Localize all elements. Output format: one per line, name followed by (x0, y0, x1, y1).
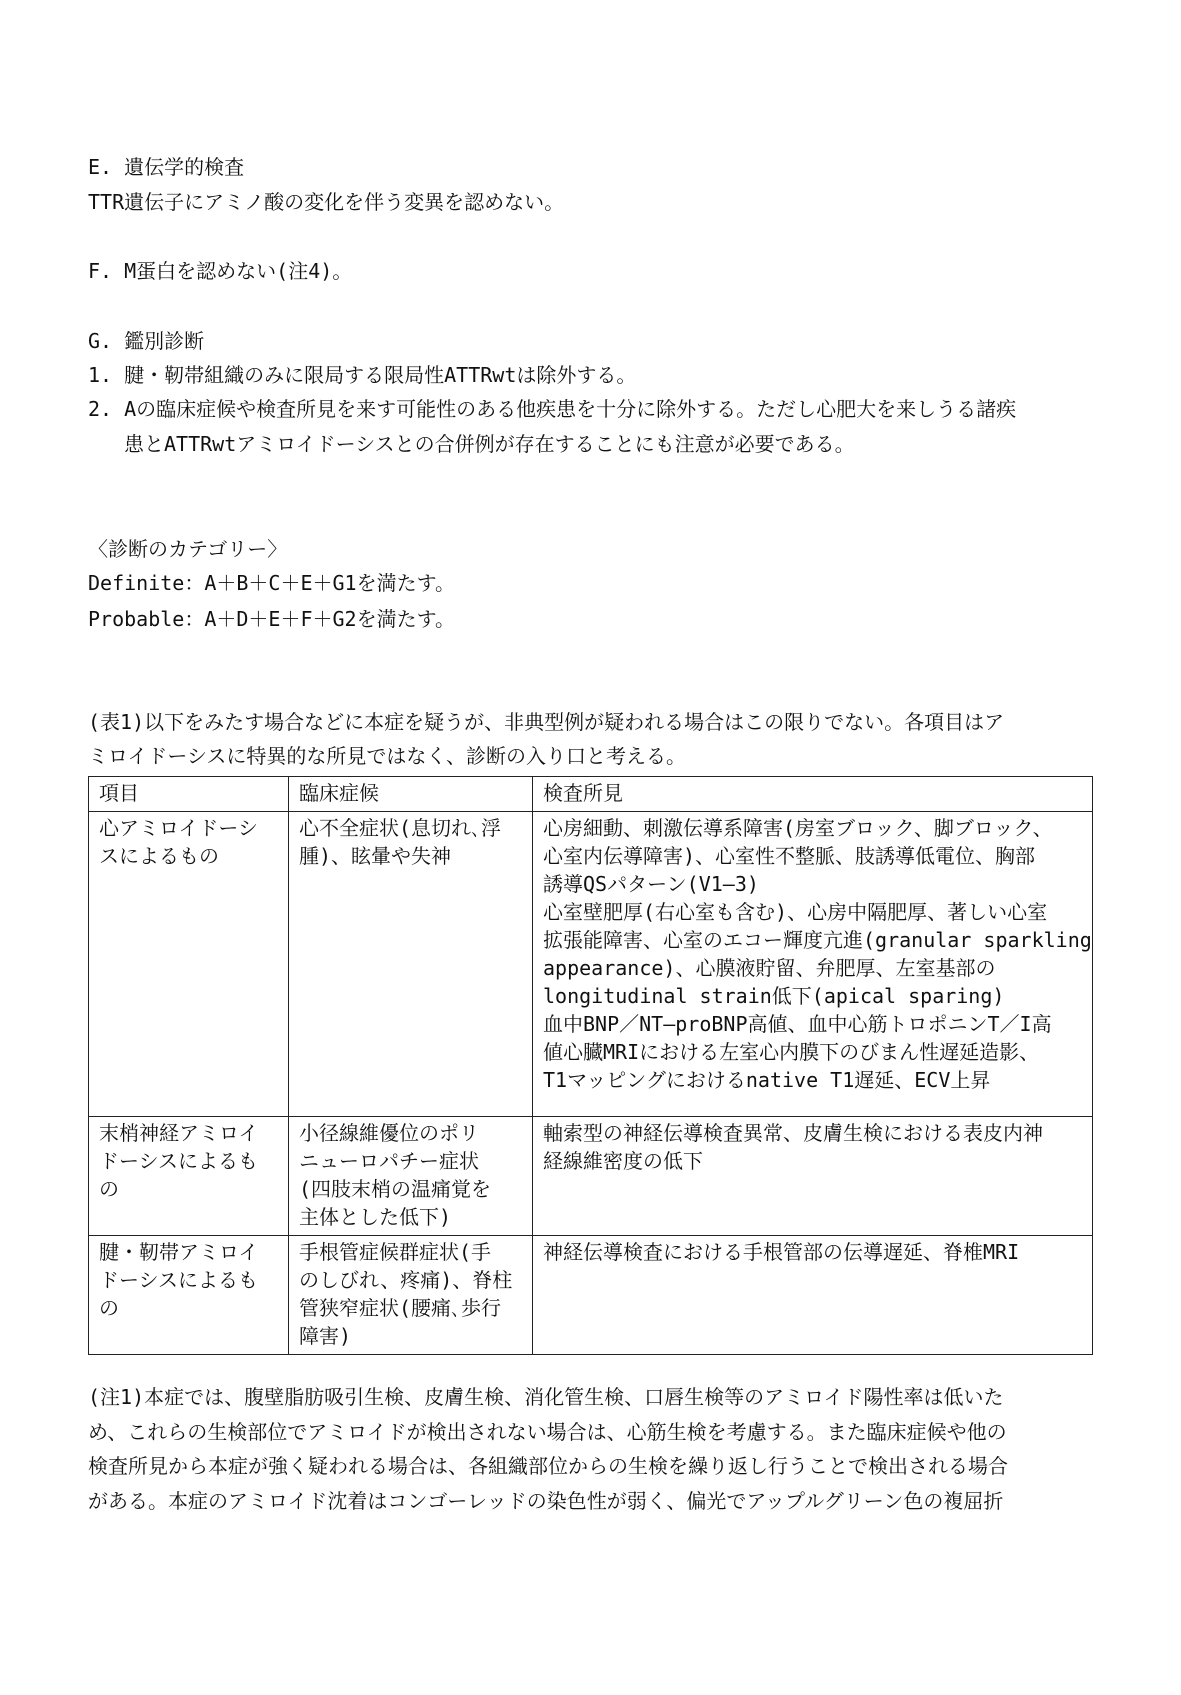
cell-line: 値心臓MRIにおける左室心内膜下のびまん性遅延造影、 (543, 1040, 1040, 1064)
section-g-heading: G. 鑑別診断 (88, 329, 205, 353)
header-symptoms: 臨床症候 (289, 777, 533, 812)
table-row (89, 1236, 1093, 1355)
table-row (89, 812, 1093, 1117)
table-intro-line-2: ミロイドーシスに特異的な所見ではなく、診断の入り口と考える。 (88, 744, 686, 768)
cell-line: 腱・靭帯アミロイ (99, 1240, 259, 1264)
cell-line: 心アミロイドーシ (99, 816, 258, 840)
category-definite: Definite：A＋B＋C＋E＋G1を満たす。 (88, 571, 455, 595)
table-intro-line-1: (表1)以下をみたす場合などに本症を疑うが、非典型例が疑われる場合はこの限りでない。各項目はア (88, 710, 1005, 734)
cell-line: longitudinal strain低下(apical sparing) (543, 984, 1005, 1008)
note-1-line: 検査所見から本症が強く疑われる場合は、各組織部位からの生検を繰り返し行うことで検出される場合 (88, 1454, 1008, 1478)
cell-line: appearance)、心膜液貯留、弁肥厚、左室基部の (543, 956, 996, 980)
cell-line: 腫)、眩暈や失神 (299, 844, 452, 868)
cell-line: 拡張能障害、心室のエコー輝度亢進(granular sparkling (543, 928, 1092, 952)
cell-line: ドーシスによるも (99, 1149, 258, 1173)
cell-line: 誘導QSパターン(V1―3) (543, 872, 759, 896)
section-g-item-2: 2. Aの臨床症候や検査所見を来す可能性のある他疾患を十分に除外する。ただし心肥大を来しうる諸疾 (88, 397, 1017, 421)
table-row (89, 1117, 1093, 1236)
cell-line: 小径線維優位のポリ (299, 1121, 479, 1145)
cell-line: ドーシスによるも (99, 1268, 258, 1292)
cell-line: 管狭窄症状(腰痛､歩行 (299, 1296, 502, 1320)
cell-line: T1マッピングにおけるnative T1遅延、ECV上昇 (543, 1068, 991, 1092)
cell-line: 神経伝導検査における手根管部の伝導遅延、脊椎MRI (543, 1240, 1020, 1264)
cell-line: 障害) (299, 1324, 352, 1348)
cell-line: の (99, 1296, 119, 1320)
cell-line: 心不全症状(息切れ､浮 (299, 816, 502, 840)
section-g-item-1: 1. 腱・靭帯組織のみに限局する限局性ATTRwtは除外する。 (88, 363, 637, 387)
category-probable: Probable：A＋D＋E＋F＋G2を満たす。 (88, 607, 455, 631)
criteria-table (88, 776, 1093, 1355)
header-findings: 検査所見 (533, 777, 1093, 812)
note-1-line: がある。本症のアミロイド沈着はコンゴーレッドの染色性が弱く、偏光でアップルグリーン色の複屈折 (88, 1489, 1004, 1513)
cell-line: 末梢神経アミロイ (99, 1121, 259, 1145)
note-1-line: め、これらの生検部位でアミロイドが検出されない場合は、心筋生検を考慮する。また臨床症候や他の (88, 1420, 1007, 1444)
cell-line: 心房細動、刺激伝導系障害(房室ブロック、脚ブロック、 (543, 816, 1053, 840)
cell-line: 心室壁肥厚(右心室も含む)、心房中隔肥厚、著しい心室 (543, 900, 1048, 924)
note-1-line: (注1)本症では、腹壁脂肪吸引生検、皮膚生検、消化管生検、口唇生検等のアミロイド陽性率は低いた (88, 1385, 1004, 1409)
cell-line: のしびれ、疼痛)、脊柱 (299, 1268, 513, 1292)
cell-line: 手根管症候群症状(手 (299, 1240, 492, 1264)
cell-line: スによるもの (99, 844, 219, 868)
category-heading: 〈診断のカテゴリー〉 (88, 537, 288, 561)
cell-line: (四肢末梢の温痛覚を (299, 1177, 492, 1201)
header-item: 項目 (89, 777, 289, 812)
section-f-text: F. M蛋白を認めない(注4)。 (88, 259, 353, 283)
section-e-text: TTR遺伝子にアミノ酸の変化を伴う変異を認めない。 (88, 190, 565, 214)
table-header-row (89, 777, 1093, 812)
cell-line: 血中BNP／NT―proBNP高値、血中心筋トロポニンT／I高 (543, 1012, 1052, 1036)
cell-line: 心室内伝導障害)、心室性不整脈、肢誘導低電位、胸部 (543, 844, 1036, 868)
cell-line: 主体とした低下) (299, 1205, 452, 1229)
section-g-item-2-cont: 患とATTRwtアミロイドーシスとの合併例が存在することにも注意が必要である。 (124, 432, 855, 456)
cell-line: 軸索型の神経伝導検査異常、皮膚生検における表皮内神 (543, 1121, 1043, 1145)
cell-line: ニューロパチー症状 (299, 1149, 479, 1173)
cell-line: 経線維密度の低下 (543, 1149, 703, 1173)
section-e-heading: E. 遺伝学的検査 (88, 155, 245, 179)
cell-line: の (99, 1177, 119, 1201)
